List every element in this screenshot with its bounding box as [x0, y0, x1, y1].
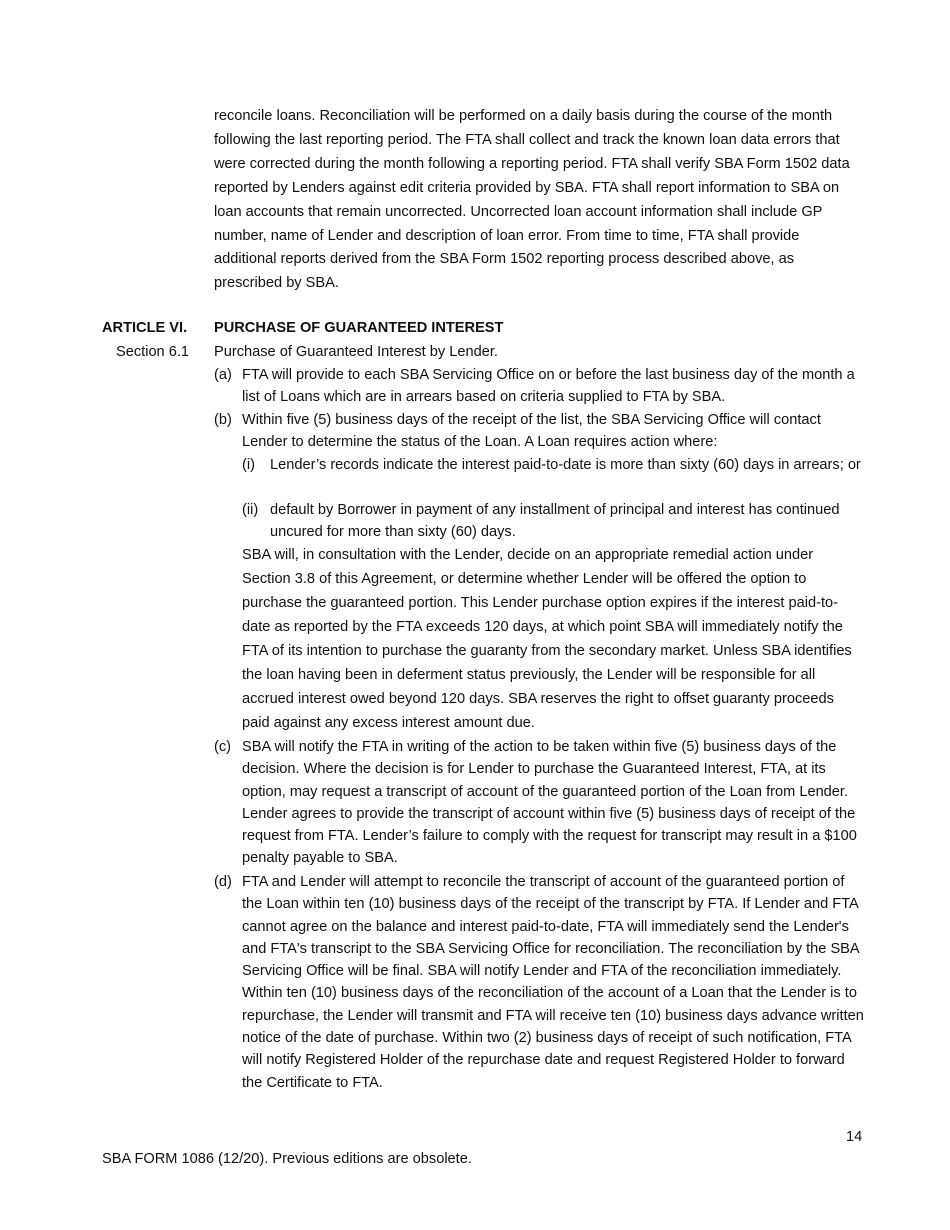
list-item-text: FTA and Lender will attempt to reconcile the transcript of account of the guaranteed portion of the Loan within ten (10) business days of the receipt of the transcript by FTA. If Lender and FTA cannot agree on the balance and interest paid-to-date, FTA will immediately send the Lender's and FTA's transcript to the SBA Servicing Office for reconciliation. The reconciliation by the SBA Servicing Office will be final. SBA will notify Lender and FTA of the reconciliation immediately. Within ten (10) business days of the reconciliation of the account of a Loan that the Lender is to repurchase, the Lender will transmit and FTA will receive ten (10) business days advance written notice of the date of purchase. Within two (2) business days of receipt of such notification, FTA will notify Registered Holder of the repurchase date and request Registered Holder to forward the Certificate to FTA. [242, 874, 864, 1091]
list-item-c [214, 736, 864, 870]
list-item-b [214, 409, 864, 454]
list-marker: (i) [242, 457, 255, 473]
list-marker: (a) [214, 367, 232, 383]
list-item-d [214, 871, 864, 1094]
list-marker: (c) [214, 739, 232, 755]
list-marker: (ii) [242, 502, 259, 518]
section-title: Purchase of Guaranteed Interest by Lender. [214, 344, 498, 360]
list-item-text: SBA will notify the FTA in writing of the action to be taken within five (5) business days of the decision. Where the decision is for Lender to purchase the Guaranteed Interest, FTA, at its option, may request a transcript of account of the guaranteed portion of the Loan from Lender. Lender agrees to provide the transcript of account within five (5) business days of receipt of the request from FTA. Lender’s failure to comply with the request for transcript may result in a $100 penalty payable to SBA. [242, 739, 857, 867]
page-number: 14 [846, 1129, 863, 1145]
list-item-text: Within five (5) business days of the receipt of the list, the SBA Servicing Office will contact Lender to determine the status of the Loan. A Loan requires action where: [242, 412, 821, 451]
list-item-text: FTA will provide to each SBA Servicing Office on or before the last business day of the month a list of Loans which are in arrears based on criteria supplied to FTA by SBA. [242, 367, 855, 406]
form-footer: SBA FORM 1086 (12/20). Previous editions are obsolete. [102, 1151, 472, 1167]
list-item-text: default by Borrower in payment of any installment of principal and interest has continued uncured for more than sixty (60) days. [270, 502, 840, 541]
list-item-b-ii [242, 499, 864, 544]
list-item-a [214, 364, 864, 409]
intro-paragraph: reconcile loans. Reconciliation will be performed on a daily basis during the course of the month following the last reporting period. The FTA shall collect and track the known loan data errors that were corrected during the month following a reporting period. FTA shall verify SBA Form 1502 data reported by Lenders against edit criteria provided by SBA. FTA shall report information to SBA on loan accounts that remain uncorrected. Uncorrected loan account information shall include GP number, name of Lender and description of loan error. From time to time, FTA shall provide additional reports derived from the SBA Form 1502 reporting process described above, as prescribed by SBA. [214, 108, 850, 292]
list-item-b-i [242, 454, 864, 476]
list-item-text: Lender’s records indicate the interest paid-to-date is more than sixty (60) days in arrears; or [270, 457, 861, 473]
article-number: ARTICLE VI. [102, 320, 188, 336]
article-title: PURCHASE OF GUARANTEED INTEREST [214, 320, 504, 336]
remedial-action-paragraph: SBA will, in consultation with the Lender, decide on an appropriate remedial action under Section 3.8 of this Agreement, or determine whether Lender will be offered the option to purchase the guaranteed portion. This Lender purchase option expires if the interest paid-to-date as reported by the FTA exceeds 120 days, at which point SBA will immediately notify the FTA of its intention to purchase the guaranty from the secondary market. Unless SBA identifies the loan having been in deferment status previously, the Lender will be responsible for all accrued interest owed beyond 120 days. SBA reserves the right to offset guaranty proceeds paid against any excess interest amount due. [242, 547, 852, 731]
section-number: Section 6.1 [116, 344, 190, 360]
list-marker: (d) [214, 874, 232, 890]
list-marker: (b) [214, 412, 232, 428]
